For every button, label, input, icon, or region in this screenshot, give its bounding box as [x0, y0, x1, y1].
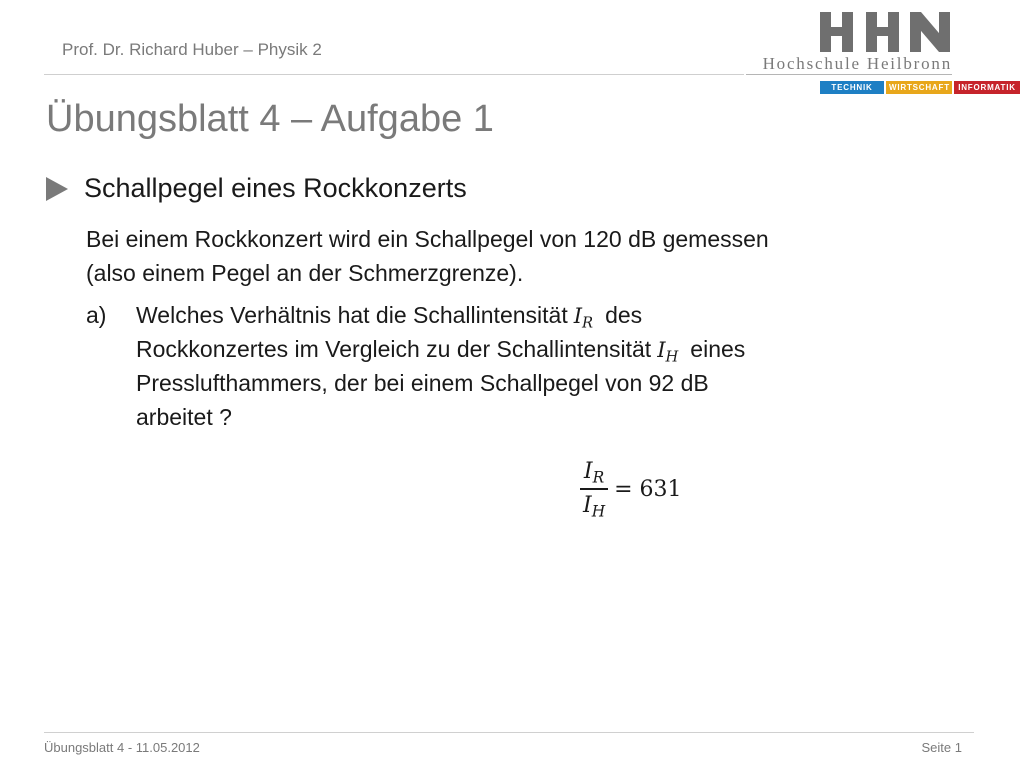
- faculty-tag-technik: TECHNIK: [820, 81, 884, 94]
- question-line-3: Presslufthammers, der bei einem Schallpegel von 92 dB: [136, 370, 709, 396]
- university-name: Hochschule Heilbronn: [762, 54, 952, 73]
- question-label: a): [86, 302, 107, 328]
- fraction-denominator: $I_H$: [583, 492, 606, 521]
- faculty-tag-wirtschaft: WIRTSCHAFT: [886, 81, 952, 94]
- triangle-bullet-icon: [46, 177, 68, 201]
- answer-formula: [580, 452, 682, 526]
- intensity-hammer-symbol: $I_H$: [657, 338, 679, 366]
- faculty-tag-informatik: INFORMATIK: [954, 81, 1020, 94]
- question-line-1: [136, 298, 642, 333]
- bullet-heading-text: Schallpegel eines Rockkonzerts: [84, 172, 467, 203]
- slide-title: Übungsblatt 4 – Aufgabe 1: [46, 98, 494, 140]
- fraction-numerator: $I_R$: [583, 459, 605, 487]
- question-line-1-end: des: [605, 302, 643, 328]
- question-line-2-end: eines: [690, 336, 746, 362]
- question-line-1-text: Welches Verhältnis hat die Schallintensität: [136, 302, 568, 328]
- footer-divider: [44, 732, 974, 733]
- question-line-2: [136, 332, 745, 367]
- intro-line-2: (also einem Pegel an der Schmerzgrenze).: [86, 260, 524, 286]
- intensity-rock-symbol: $I_R$: [573, 304, 594, 332]
- header-divider: [44, 74, 744, 75]
- question-line-2-text: Rockkonzertes im Vergleich zu der Schallintensität: [136, 336, 652, 362]
- bullet-heading: [46, 170, 467, 206]
- logo-faculty-tags: [820, 81, 1020, 94]
- question-line-4: arbeitet ?: [136, 404, 232, 430]
- intro-line-1: Bei einem Rockkonzert wird ein Schallpegel von 120 dB gemessen: [86, 226, 769, 252]
- university-logo: [746, 6, 1016, 94]
- formula-result: = 631: [614, 476, 682, 502]
- hhn-logo-mark-icon: [818, 10, 952, 54]
- logo-divider: [746, 74, 952, 75]
- header-author: Prof. Dr. Richard Huber – Physik 2: [62, 40, 322, 59]
- footer-date: Übungsblatt 4 - 11.05.2012: [44, 740, 200, 755]
- page-number: Seite 1: [921, 740, 962, 755]
- intensity-ratio-fraction: [580, 456, 608, 522]
